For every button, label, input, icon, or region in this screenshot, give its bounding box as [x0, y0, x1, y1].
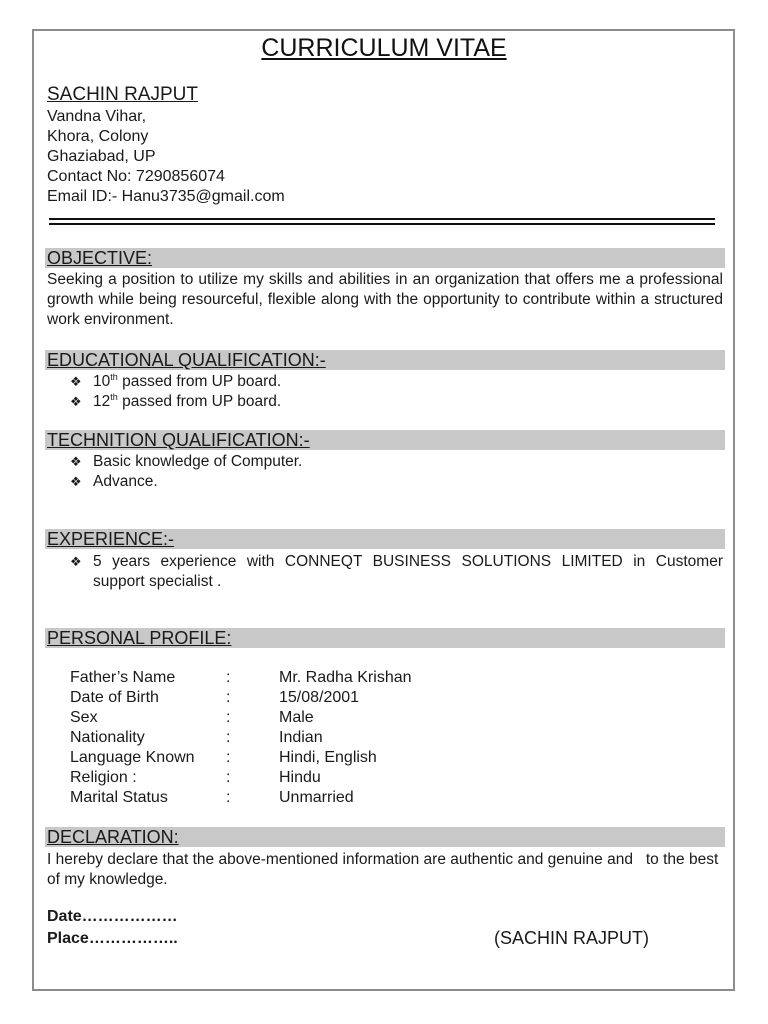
- profile-row: [70, 728, 470, 748]
- profile-separator: :: [226, 689, 231, 706]
- contact-block: [47, 107, 285, 207]
- diamond-bullet-icon: ❖: [70, 474, 82, 489]
- section-heading-profile: PERSONAL PROFILE:: [47, 628, 232, 648]
- section-heading-objective: OBJECTIVE:: [47, 248, 153, 268]
- profile-value: Mr. Radha Krishan: [279, 669, 412, 686]
- profile-value: Unmarried: [279, 789, 354, 806]
- profile-separator: :: [226, 789, 231, 806]
- divider-top: [49, 218, 715, 220]
- profile-label: Date of Birth: [70, 689, 159, 706]
- diamond-bullet-icon: ❖: [70, 394, 82, 409]
- address-line: Vandna Vihar,: [47, 108, 147, 125]
- profile-value: Hindu: [279, 769, 321, 786]
- section-heading-education: EDUCATIONAL QUALIFICATION:-: [47, 350, 326, 370]
- profile-label: Father’s Name: [70, 669, 176, 686]
- profile-label: Nationality: [70, 729, 145, 746]
- section-heading-experience: EXPERIENCE:-: [47, 529, 175, 549]
- date-line: Date………………: [47, 908, 178, 925]
- profile-row: [70, 688, 470, 708]
- technical-list: [70, 452, 723, 492]
- profile-row: [70, 768, 470, 788]
- document-title: CURRICULUM VITAE: [261, 34, 507, 62]
- list-item: ❖ 5 years experience with CONNEQT BUSINESS SOLUTIONS LIMITED in Customer support specialist .: [70, 553, 723, 590]
- contact-phone: Contact No: 7290856074: [47, 168, 225, 185]
- candidate-name: SACHIN RAJPUT: [47, 84, 198, 105]
- profile-value: 15/08/2001: [279, 689, 360, 706]
- profile-row: [70, 668, 470, 688]
- profile-label: Religion :: [70, 769, 137, 786]
- list-item: ❖ Advance.: [70, 473, 158, 490]
- profile-row: [70, 708, 470, 728]
- profile-row: [70, 788, 470, 808]
- profile-label: Sex: [70, 709, 98, 726]
- signature-name: (SACHIN RAJPUT): [494, 928, 650, 948]
- experience-list: [70, 552, 723, 592]
- place-line: Place……………..: [47, 930, 178, 947]
- profile-separator: :: [226, 729, 231, 746]
- profile-table: [70, 668, 470, 808]
- list-item: ❖ 10th passed from UP board.: [70, 371, 282, 390]
- diamond-bullet-icon: ❖: [70, 374, 82, 389]
- profile-value: Indian: [279, 729, 323, 746]
- profile-separator: :: [226, 709, 231, 726]
- profile-separator: :: [226, 769, 231, 786]
- profile-separator: :: [226, 749, 231, 766]
- profile-separator: :: [226, 669, 231, 686]
- contact-email: Email ID:- Hanu3735@gmail.com: [47, 188, 285, 205]
- address-line: Khora, Colony: [47, 128, 149, 145]
- list-item: ❖ Basic knowledge of Computer.: [70, 453, 303, 470]
- divider-bottom: [49, 223, 715, 225]
- list-item: ❖ 12th passed from UP board.: [70, 391, 282, 410]
- profile-value: Hindi, English: [279, 749, 377, 766]
- profile-label: Marital Status: [70, 789, 168, 806]
- diamond-bullet-icon: ❖: [70, 454, 82, 469]
- diamond-bullet-icon: ❖: [70, 554, 82, 569]
- profile-value: Male: [279, 709, 314, 726]
- section-heading-technical: TECHNITION QUALIFICATION:-: [47, 430, 310, 450]
- address-line: Ghaziabad, UP: [47, 148, 156, 165]
- section-heading-declaration: DECLARATION:: [47, 827, 179, 847]
- profile-label: Language Known: [70, 749, 195, 766]
- education-list: [70, 372, 723, 412]
- profile-row: [70, 748, 470, 768]
- declaration-text: I hereby declare that the above-mentioned information are authentic and genuine and to the best of my knowledge.: [47, 851, 723, 888]
- objective-text: Seeking a position to utilize my skills and abilities in an organization that offers me a professional growth while being resourceful, flexible along with the opportunity to contribute within a structured work environment.: [47, 271, 723, 328]
